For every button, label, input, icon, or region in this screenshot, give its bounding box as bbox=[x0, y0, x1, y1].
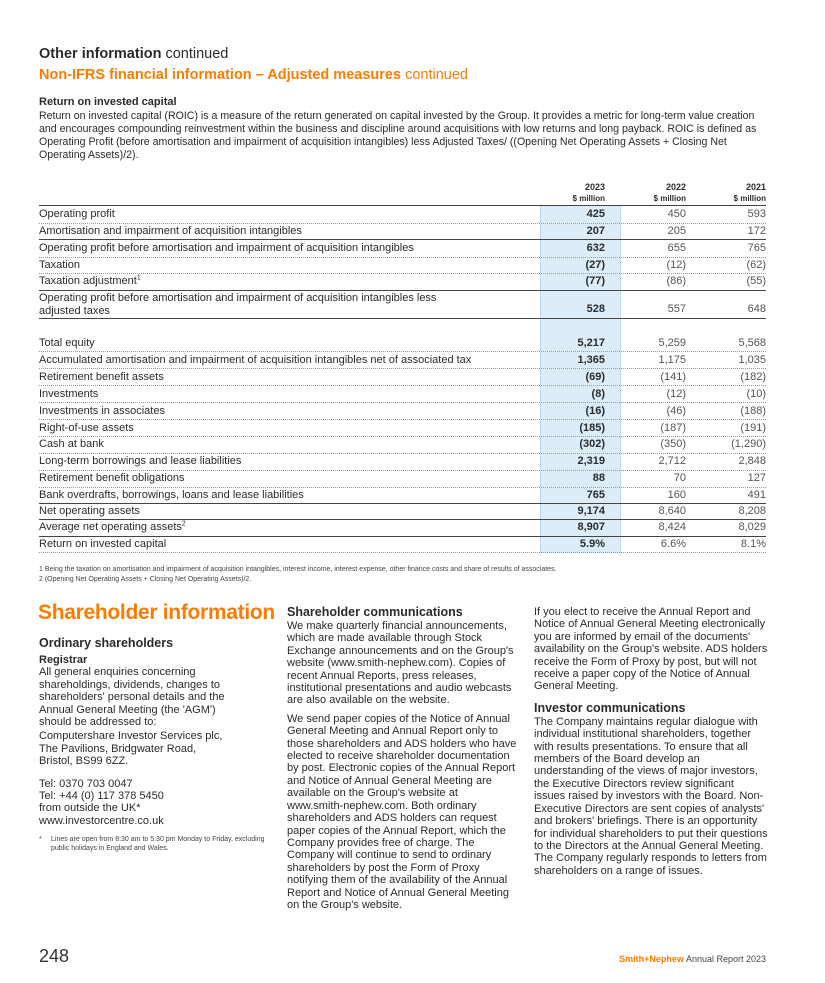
table-rule bbox=[39, 257, 766, 258]
value-2022: (12) bbox=[666, 259, 686, 271]
value-2023: (8) bbox=[591, 388, 605, 400]
value-2022: 8,640 bbox=[658, 505, 686, 517]
column-unit: $ million bbox=[653, 194, 686, 203]
value-2023: 632 bbox=[586, 242, 605, 254]
value-2022: 205 bbox=[667, 225, 686, 237]
value-2021: (10) bbox=[746, 388, 766, 400]
value-2023: 9,174 bbox=[577, 505, 605, 517]
table-rule bbox=[39, 419, 766, 420]
report-name: Annual Report 2023 bbox=[685, 954, 766, 964]
row-label: Retirement benefit obligations bbox=[39, 472, 185, 484]
row-label: Taxation bbox=[39, 259, 80, 271]
investor-column bbox=[534, 606, 768, 877]
investor-communications-heading: Investor communications bbox=[534, 700, 686, 715]
row-label: Total equity bbox=[39, 337, 95, 349]
row-label-text: Taxation adjustment bbox=[39, 275, 137, 287]
value-2021: 8,208 bbox=[738, 505, 766, 517]
table-rule bbox=[39, 223, 766, 224]
value-2021: 2,848 bbox=[738, 455, 766, 467]
value-2021: 1,035 bbox=[738, 354, 766, 366]
value-2021: 5,568 bbox=[738, 337, 766, 349]
row-label bbox=[39, 275, 529, 288]
row-label-text: Average net operating assets bbox=[39, 521, 182, 533]
address-line: Computershare Investor Services plc, bbox=[39, 730, 223, 743]
value-2021: 491 bbox=[747, 489, 766, 501]
address-line: Bristol, BS99 6ZZ. bbox=[39, 755, 129, 768]
opening-hours-note bbox=[39, 835, 271, 853]
value-2021: 593 bbox=[747, 208, 766, 220]
value-2023: 5,217 bbox=[577, 337, 605, 349]
value-2022: 5,259 bbox=[658, 337, 686, 349]
footnote-2: 2 (Opening Net Operating Assets + Closing Net Operating Assets)/2. bbox=[39, 576, 252, 583]
value-2021: (191) bbox=[740, 422, 766, 434]
row-label-line2: adjusted taxes bbox=[39, 305, 110, 317]
value-2021: (188) bbox=[740, 405, 766, 417]
table-rule bbox=[39, 503, 766, 504]
value-2022: 8,424 bbox=[658, 521, 686, 533]
table-rule bbox=[39, 368, 766, 369]
table-rule bbox=[39, 273, 766, 274]
row-label: Return on invested capital bbox=[39, 538, 167, 550]
value-2021: (62) bbox=[746, 259, 766, 271]
subsection-header-continued: continued bbox=[405, 67, 468, 83]
subsection-header-bold: Non-IFRS financial information – Adjusted measures bbox=[39, 67, 402, 83]
ordinary-shareholders-column bbox=[39, 636, 271, 853]
row-label: Accumulated amortisation and impairment of acquisition intangibles net of associated tax bbox=[39, 354, 472, 366]
column-year: 2023 bbox=[584, 182, 605, 192]
value-2022: 1,175 bbox=[658, 354, 686, 366]
roic-title: Return on invested capital bbox=[39, 96, 177, 108]
value-2023: 5.9% bbox=[579, 538, 605, 550]
phone-uk: Tel: 0370 703 0047 bbox=[39, 777, 133, 790]
value-2022: 2,712 bbox=[658, 455, 686, 467]
row-label: Bank overdrafts, borrowings, loans and lease liabilities bbox=[39, 489, 304, 501]
table-rule bbox=[39, 470, 766, 471]
value-2021: (1,290) bbox=[731, 438, 766, 450]
value-2023: 207 bbox=[586, 225, 605, 237]
row-label: Operating profit before amortisation and impairment of acquisition intangibles bbox=[39, 242, 414, 254]
value-2022: (12) bbox=[666, 388, 686, 400]
row-label: Net operating assets bbox=[39, 505, 140, 517]
ordinary-shareholders-heading: Ordinary shareholders bbox=[39, 636, 174, 650]
table-rule bbox=[39, 351, 766, 352]
shareholder-communications-heading: Shareholder communications bbox=[287, 605, 463, 619]
row-label bbox=[39, 521, 529, 534]
value-2023: (16) bbox=[585, 405, 605, 417]
page-number: 248 bbox=[39, 946, 70, 966]
value-2021: 127 bbox=[747, 472, 766, 484]
footnote-marker: 2 bbox=[181, 520, 186, 528]
row-label: Investments in associates bbox=[39, 405, 165, 417]
column-header-2021 bbox=[696, 182, 766, 204]
value-2022: (86) bbox=[666, 275, 686, 287]
value-2021: 648 bbox=[747, 303, 766, 315]
comms-paragraph-1: We make quarterly financial announcements, which are made available through Stock Exchange announcements and on the Group's website (www.smith-nephew.com). Copies of recent Annual Reports, press releases, institutional presentations and audio webcasts are also available on the website. bbox=[287, 620, 514, 707]
value-2021: (182) bbox=[740, 371, 766, 383]
table-rule bbox=[39, 385, 766, 386]
brand-name: Smith+Nephew bbox=[619, 954, 684, 964]
value-2021: (55) bbox=[746, 275, 766, 287]
footnote-1: 1 Being the taxation on amortisation and impairment of acquisition intangibles, interest income, interest expense, other finance costs and share of results of associates. bbox=[39, 566, 557, 573]
value-2022: 557 bbox=[667, 303, 686, 315]
phone-international: Tel: +44 (0) 117 378 5450 bbox=[39, 790, 164, 803]
row-label: Long-term borrowings and lease liabilities bbox=[39, 455, 242, 467]
shareholder-information-title: Shareholder information bbox=[38, 601, 275, 624]
investor-centre-link[interactable]: www.investorcentre.co.uk bbox=[39, 814, 164, 827]
row-label: Right-of-use assets bbox=[39, 422, 134, 434]
address bbox=[39, 730, 271, 767]
column-unit: $ million bbox=[733, 194, 766, 203]
comms-paragraph-3: If you elect to receive the Annual Report and Notice of Annual General Meeting electronically you are informed by email of the documents' availability on the Group's website. ADS holders receive the Form of Proxy by post, but will not receive a paper copy of the Notice of Annual General Meeting. bbox=[534, 606, 768, 693]
column-year: 2022 bbox=[665, 182, 686, 192]
table-rule bbox=[39, 290, 766, 291]
value-2023: 8,907 bbox=[577, 521, 605, 533]
value-2023: (69) bbox=[585, 371, 605, 383]
column-unit: $ million bbox=[572, 194, 605, 203]
value-2023: 425 bbox=[586, 208, 605, 220]
value-2022: 655 bbox=[667, 242, 686, 254]
value-2022: (350) bbox=[660, 438, 686, 450]
shareholder-communications-column bbox=[287, 605, 517, 911]
row-label: Cash at bank bbox=[39, 438, 104, 450]
value-2021: 765 bbox=[747, 242, 766, 254]
value-2023: 765 bbox=[586, 489, 605, 501]
table-rule bbox=[39, 453, 766, 454]
registrar-text: All general enquiries concerning shareholdings, dividends, changes to shareholders' personal details and the Annual General Meeting (the 'AGM') should be addressed to: bbox=[39, 666, 225, 729]
contact bbox=[39, 778, 271, 828]
value-2022: (141) bbox=[660, 371, 686, 383]
value-2021: 8.1% bbox=[740, 538, 766, 550]
value-2022: (46) bbox=[666, 405, 686, 417]
row-label: Amortisation and impairment of acquisition intangibles bbox=[39, 225, 302, 237]
value-2022: 160 bbox=[667, 489, 686, 501]
row-label: Operating profit bbox=[39, 208, 115, 220]
row-label bbox=[39, 292, 529, 318]
value-2023: 2,319 bbox=[577, 455, 605, 467]
section-header bbox=[39, 46, 228, 62]
row-label: Investments bbox=[39, 388, 99, 400]
column-header-2023 bbox=[535, 182, 605, 204]
phone-note: from outside the UK* bbox=[39, 802, 141, 815]
footer-brand bbox=[619, 954, 766, 964]
value-2021: 172 bbox=[747, 225, 766, 237]
table-rule bbox=[39, 536, 766, 537]
subsection-header bbox=[39, 67, 468, 83]
table-rule bbox=[39, 239, 766, 240]
value-2023: (185) bbox=[579, 422, 605, 434]
section-header-continued: continued bbox=[165, 46, 229, 62]
note-marker: * bbox=[39, 836, 42, 844]
table-rule bbox=[39, 205, 766, 206]
column-year: 2021 bbox=[745, 182, 766, 192]
value-2023: 528 bbox=[586, 303, 605, 315]
value-2022: 450 bbox=[667, 208, 686, 220]
value-2023: (77) bbox=[585, 275, 605, 287]
table-rule bbox=[39, 552, 766, 553]
table-rule bbox=[39, 402, 766, 403]
value-2023: 88 bbox=[592, 472, 605, 484]
footnote-marker: 1 bbox=[136, 274, 141, 282]
note-text: Lines are open from 8:30 am to 5:30 pm Monday to Friday, excluding public holidays in England and Wales. bbox=[51, 836, 265, 853]
value-2022: 70 bbox=[673, 472, 686, 484]
table-rule bbox=[39, 318, 766, 319]
table-rule bbox=[39, 519, 766, 520]
table-rule bbox=[39, 487, 766, 488]
value-2022: (187) bbox=[660, 422, 686, 434]
column-header-2022 bbox=[616, 182, 686, 204]
value-2021: 8,029 bbox=[738, 521, 766, 533]
row-label-line1: Operating profit before amortisation and impairment of acquisition intangibles less bbox=[39, 292, 437, 304]
address-line: The Pavilions, Bridgwater Road, bbox=[39, 742, 197, 755]
value-2022: 6.6% bbox=[660, 538, 686, 550]
roic-description: Return on invested capital (ROIC) is a measure of the return generated on capital invested by the Group. It provides a metric for long-term value creation and encourages compounding reinvestment within the business and discipline around acquisitions with low returns and long payback. ROIC is defined as Operating Profit (before amortisation and impairment of acquisition intangibles) less Adjusted Taxes/ ((Opening Net Operating Assets + Closing Net Operating Assets)/2). bbox=[39, 110, 757, 161]
value-2023: (27) bbox=[585, 259, 605, 271]
section-header-bold: Other information bbox=[39, 46, 162, 62]
comms-paragraph-2: We send paper copies of the Notice of Annual General Meeting and Annual Report only to those shareholders and ADS holders who have elected to receive shareholder documentation by post. Electronic copies of the Annual Report and Notice of Annual General Meeting are available on the Group's website at www.smith-nephew.com. Both ordinary shareholders and ADS holders can request paper copies of the Annual Report, which the Company provides free of charge. The Company will continue to send to ordinary shareholders by post the Form of Proxy notifying them of the availability of the Annual Report and Notice of Annual General Meeting on the Group's website. bbox=[287, 712, 517, 911]
value-2023: 1,365 bbox=[577, 354, 605, 366]
row-label: Retirement benefit assets bbox=[39, 371, 164, 383]
value-2023: (302) bbox=[579, 438, 605, 450]
table-rule bbox=[39, 436, 766, 437]
investor-communications-text: The Company maintains regular dialogue with individual institutional shareholders, together with results presentations. To ensure that all members of the Board develop an understanding of the views of major investors, the Executive Directors review significant issues raised by investors with the Board. Non-Executive Directors are sent copies of analysts' and brokers' briefings. There is an opportunity for individual shareholders to put their questions to the Directors at the Annual General Meeting. The Company regularly responds to letters from shareholders on a range of issues. bbox=[534, 715, 768, 877]
registrar-heading: Registrar bbox=[39, 654, 88, 666]
